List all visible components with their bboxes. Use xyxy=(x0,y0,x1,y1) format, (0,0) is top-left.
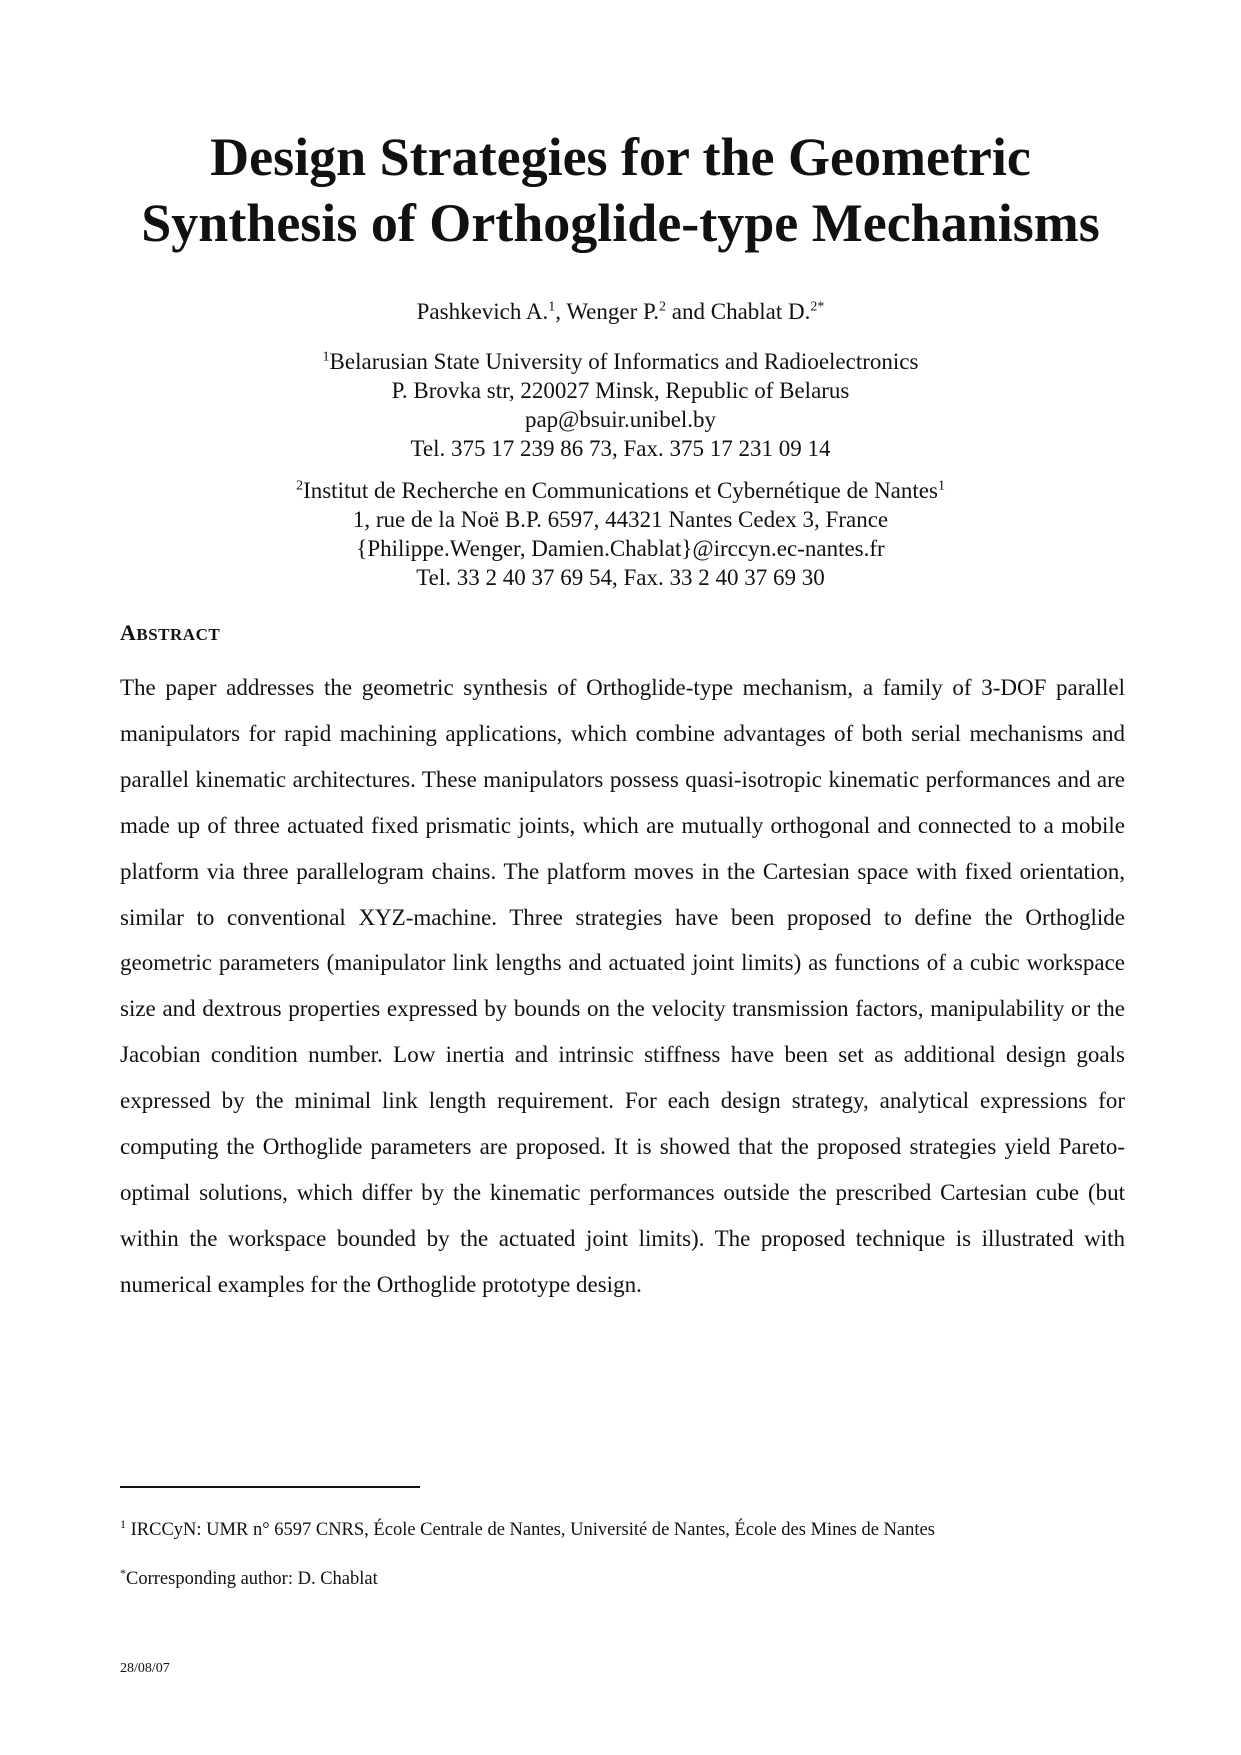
footnote-divider xyxy=(120,1486,420,1488)
affiliation-marker: 2 xyxy=(296,478,304,494)
affiliation-name: Belarusian State University of Informatics and Radioelectronics xyxy=(329,349,919,374)
footnote-marker: * xyxy=(120,1565,126,1580)
footnote-text: IRCCyN: UMR n° 6597 CNRS, École Centrale de Nantes, Université de Nantes, École des Mines de Nantes xyxy=(126,1520,935,1540)
author-name: and Chablat D. xyxy=(666,299,811,324)
affiliation-1 xyxy=(0,347,1241,463)
affiliation-name: Institut de Recherche en Communications et Cybernétique de Nantes xyxy=(303,478,938,503)
author-superscript: 2* xyxy=(810,299,825,315)
abstract-body: The paper addresses the geometric synthesis of Orthoglide-type mechanism, a family of 3-DOF parallel manipulators for rapid machining applications, which combine advantages of both serial mechanisms and parallel kinematic architectures. These manipulators possess quasi-isotropic kinematic performances and are made up of three actuated fixed prismatic joints, which are mutually orthogonal and connected to a mobile platform via three parallelogram chains. The platform moves in the Cartesian space with fixed orientation, similar to conventional XYZ-machine. Three strategies have been proposed to define the Orthoglide geometric parameters (manipulator link lengths and actuated joint limits) as functions of a cubic workspace size and dextrous properties expressed by bounds on the velocity transmission factors, manipulability or the Jacobian condition number. Low inertia and intrinsic stiffness have been set as additional design goals expressed by the minimal link length requirement. For each design strategy, analytical expressions for computing the Orthoglide parameters are proposed. It is showed that the proposed strategies yield Pareto-optimal solutions, which differ by the kinematic performances outside the prescribed Cartesian cube (but within the workspace bounded by the actuated joint limits). The proposed technique is illustrated with numerical examples for the Orthoglide prototype design. xyxy=(120,675,1125,1297)
author-name: Pashkevich A. xyxy=(416,299,549,324)
affiliation-address: P. Brovka str, 220027 Minsk, Republic of Belarus xyxy=(391,378,850,403)
title-line-1: Design Strategies for the Geometric xyxy=(210,127,1031,187)
affiliation-marker: 1 xyxy=(322,349,330,365)
affiliation-email: pap@bsuir.unibel.by xyxy=(524,407,717,432)
author-superscript: 1 xyxy=(548,299,556,315)
abstract-heading-initial: A xyxy=(120,620,137,645)
footnote-2 xyxy=(120,1567,378,1591)
affiliation-footnote-marker: 1 xyxy=(937,478,945,494)
author-superscript: 2 xyxy=(659,299,667,315)
abstract-heading xyxy=(120,620,220,646)
affiliation-phone: Tel. 33 2 40 37 69 54, Fax. 33 2 40 37 69 30 xyxy=(416,565,825,590)
author-list xyxy=(0,298,1241,326)
affiliation-address: 1, rue de la Noë B.P. 6597, 44321 Nantes Cedex 3, France xyxy=(352,507,889,532)
footnote-text: Corresponding author: D. Chablat xyxy=(126,1569,378,1589)
affiliation-phone: Tel. 375 17 239 86 73, Fax. 375 17 231 09 14 xyxy=(410,436,831,461)
title-line-2: Synthesis of Orthoglide-type Mechanisms xyxy=(141,193,1100,253)
affiliation-email: {Philippe.Wenger, Damien.Chablat}@irccyn.ec-nantes.fr xyxy=(356,536,885,561)
affiliation-2 xyxy=(0,476,1241,592)
footnote-marker: 1 xyxy=(120,1516,126,1531)
paper-title xyxy=(0,124,1241,256)
footnote-1 xyxy=(120,1518,935,1542)
author-name: , Wenger P. xyxy=(555,299,660,324)
abstract-heading-rest: BSTRACT xyxy=(136,625,221,644)
document-date: 28/08/07 xyxy=(120,1661,170,1676)
